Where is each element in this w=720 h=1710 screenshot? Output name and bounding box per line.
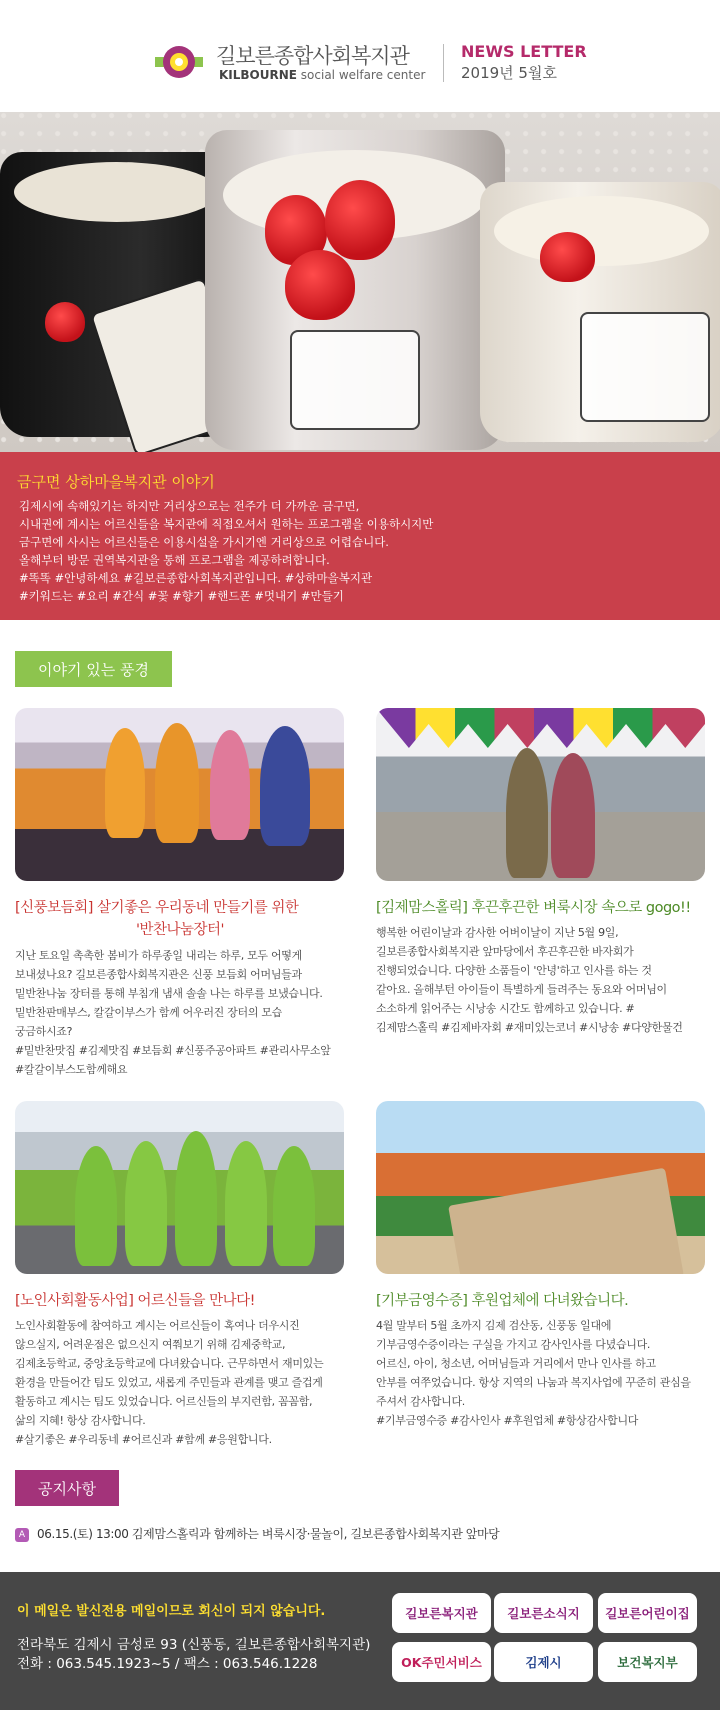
article-title[interactable]: [신풍보듬회] 살기좋은 우리동네 만들기를 위한 '반찬나눔장터': [15, 900, 299, 938]
article-photo-flea-market[interactable]: [376, 708, 705, 881]
org-name: 길보른종합사회복지관: [216, 44, 409, 68]
link-button-newsletter[interactable]: 길보른소식지: [494, 1593, 593, 1633]
article-title[interactable]: [노인사회활동사업] 어르신들을 만나다!: [15, 1293, 255, 1309]
issue-date: 2019년 5월호: [461, 64, 557, 82]
intro-line: 시내권에 계시는 어르신들을 복지관에 직접오셔서 원하는 프로그램을 이용하시지만: [19, 517, 434, 531]
intro-line: 금구면에 사시는 어르신들은 이용시설을 가시기엔 거리상으로 어렵습니다.: [19, 535, 389, 549]
footer-phone-fax: 전화 : 063.545.1923~5 / 팩스 : 063.546.1228: [17, 1656, 318, 1672]
black-candle-jar: [0, 152, 235, 437]
article-photo-market[interactable]: [15, 708, 344, 881]
strawberry-candle-jar: [205, 130, 505, 450]
article-photo-receipt[interactable]: [376, 1101, 705, 1274]
intro-body: [19, 497, 709, 605]
footer-noreply-notice: 이 메일은 발신전용 메일이므로 회신이 되지 않습니다.: [17, 1604, 326, 1619]
intro-hashtags: #키워드는 #요리 #간식 #꽃 #향기 #핸드폰 #멋내기 #만들기: [19, 589, 344, 603]
intro-hashtags: #똑똑 #안녕하세요 #길보른종합사회복지관입니다. #상하마을복지관: [19, 571, 373, 585]
notice-item[interactable]: 06.15.(토) 13:00 김제맘스홀릭과 함께하는 벼룩시장·물놀이, 길보른종합사회복지관 앞마당: [37, 1527, 500, 1541]
white-candle-jar: [480, 182, 720, 442]
notice-bullet-icon: A: [15, 1528, 29, 1542]
link-button-health-ministry[interactable]: 보건복지부: [598, 1642, 697, 1682]
footer-address: 전라북도 김제시 금성로 93 (신풍동, 길보른종합사회복지관): [17, 1637, 371, 1653]
header-divider: [443, 44, 444, 82]
link-button-gimje-city[interactable]: 김제시: [494, 1642, 593, 1682]
intro-line: 올해부터 방문 권역복지관을 통해 프로그램을 제공하려합니다.: [19, 553, 330, 567]
link-button-ok-service[interactable]: OK주민서비스: [392, 1642, 491, 1682]
footer-contact: [17, 1636, 370, 1674]
article-body: 4월 말부터 5월 초까지 김제 검산동, 신풍동 일대에 기부금영수증이라는 구실을 가지고 감사인사를 다녔습니다. 어르신, 아이, 청소년, 어머님들과 거리에서 만나 인사를 하고 안부를 여쭈었습니다. 항상 지역의 나눔과 복지사업에 꾸준히 관심을 주셔서 감사합니다. #기부금영수증 #감사인사 #후원업체 #항상감사합니다: [376, 1319, 691, 1427]
hero-candles-photo: [0, 112, 720, 452]
org-sub-name: KILBOURNE social welfare center: [219, 68, 426, 82]
article-photo-seniors[interactable]: [15, 1101, 344, 1274]
article-title[interactable]: [기부금영수증] 후원업체에 다녀왔습니다.: [376, 1293, 629, 1309]
link-button-daycare[interactable]: 길보른어린이집: [598, 1593, 697, 1633]
welfare-center-logo-icon: [155, 44, 203, 80]
section-title-story: 이야기 있는 풍경: [15, 651, 172, 687]
link-button-welfare-center[interactable]: 길보른복지관: [392, 1593, 491, 1633]
intro-line: 김제시에 속해있기는 하지만 거리상으로는 전주가 더 가까운 금구면,: [19, 499, 360, 513]
newsletter-title: NEWS LETTER: [461, 42, 587, 61]
article-body: 행복한 어린이날과 감사한 어버이날이 지난 5월 9일, 길보른종합사회복지관 앞마당에서 후끈후끈한 바자회가 진행되었습니다. 다양한 소품들이 '안녕'하고 인사를 하는 것 같아요. 올해부턴 아이들이 특별하게 들려주는 동요와 어머님이 소소하게 읽어주는 시낭송 시간도 함께하고 있습니다. # 김제맘스홀릭 #김제바자회 #재미있는코너 #시낭송 #다양한물건: [376, 926, 683, 1034]
article-body: 지난 토요일 촉촉한 봄비가 하루종일 내리는 하루, 모두 어떻게 보내셨나요? 길보른종합사회복지관은 신풍 보듬회 어머님들과 밑반찬나눔 장터를 통해 부침개 냄새 솔솔 나는 하루를 보냈습니다. 밑반찬판매부스, 칼갈이부스가 함께 어우러진 장터의 모습 궁금하시죠? #밑반찬맛집 #김제맛집 #보듬회 #신풍주공아파트 #관리사무소앞 #칼갈이부스도함께해요: [15, 949, 331, 1076]
newsletter-header: [0, 0, 720, 112]
section-title-notice: 공지사항: [15, 1470, 119, 1506]
intro-title: 금구면 상하마을복지관 이야기: [17, 473, 215, 491]
article-body: 노인사회활동에 참여하고 계시는 어르신들이 혹여나 더우시진 않으실지, 어려운점은 없으신지 여쭤보기 위해 김제중학교, 김제초등학교, 중앙초등학교에 다녀왔습니다. 근무하면서 재미있는 환경을 만들어간 팀도 있었고, 새롭게 주민들과 관계를 맺고 즐겁게 활동하고 계시는 팀도 있었습니다. 어르신들의 부지런함, 꼼꼼함, 삶의 지혜! 항상 감사합니다. #살기좋은 #우리동네 #어르신과 #함께 #응원합니다.: [15, 1319, 324, 1446]
article-title[interactable]: [김제맘스홀릭] 후끈후끈한 벼룩시장 속으로 gogo!!: [376, 900, 691, 916]
